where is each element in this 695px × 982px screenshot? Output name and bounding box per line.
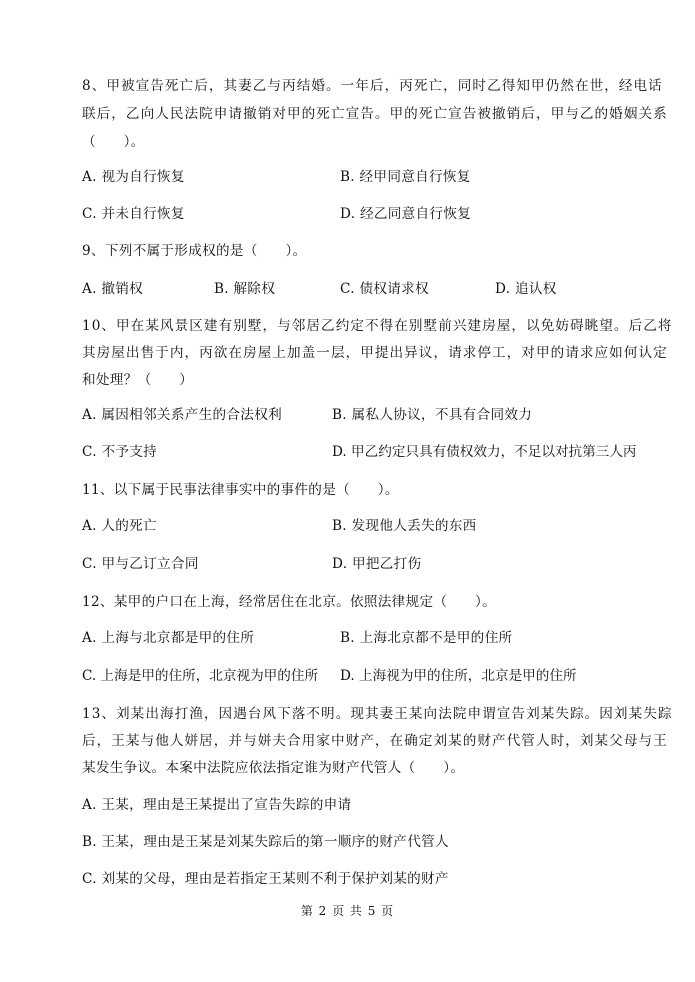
q11-option-a: A. 人的死亡 [82,518,157,534]
q12-option-c: C. 上海是甲的住所，北京视为甲的住所 [82,668,319,684]
q8-line-3: （ ）。 [82,134,145,150]
q9-option-d: D. 追认权 [495,281,557,297]
q12-line-1: 12、某甲的户口在上海，经常居住在北京。依照法律规定（ ）。 [82,594,497,610]
q11-line-1: 11、以下属于民事法律事实中的事件的是（ ）。 [82,482,399,498]
q10-option-a: A. 属因相邻关系产生的合法权利 [82,407,282,423]
q12-option-b: B. 上海北京都不是甲的住所 [340,630,513,646]
q10-line-2: 其房屋出售于内，丙欲在房屋上加盖一层，甲提出异议，请求停工，对甲的请求应如何认定 [82,345,668,361]
q9-line-1: 9、下列不属于形成权的是（ ）。 [82,243,307,259]
q8-option-b: B. 经甲同意自行恢复 [340,169,471,185]
q13-option-a: A. 王某，理由是王某提出了宣告失踪的申请 [82,797,352,813]
q8-line-2: 联后，乙向人民法院申请撤销对甲的死亡宣告。甲的死亡宣告被撤销后，甲与乙的婚姻关系 [82,106,668,122]
q9-option-c: C. 债权请求权 [340,281,429,297]
q9-option-b: B. 解除权 [214,281,276,297]
q8-option-c: C. 并未自行恢复 [82,206,185,222]
q10-line-1: 10、甲在某风景区建有别墅，与邻居乙约定不得在别墅前兴建房屋，以免妨碍眺望。后乙将 [82,318,673,334]
q10-line-3: 和处理？（ ） [82,372,194,388]
q13-line-2: 后，王某与他人姘居，并与姘夫合用家中财产，在确定刘某的财产代管人时，刘某父母与王 [82,733,668,749]
q10-option-d: D. 甲乙约定只具有债权效力，不足以对抗第三人丙 [332,444,637,460]
q8-option-a: A. 视为自行恢复 [82,169,185,185]
q13-option-b: B. 王某，理由是王某是刘某失踪后的第一顺序的财产代管人 [82,834,449,850]
page-number-footer: 第 2 页 共 5 页 [300,904,395,918]
q11-option-b: B. 发现他人丢失的东西 [332,518,477,534]
q12-option-d: D. 上海视为甲的住所，北京是甲的住所 [340,668,577,684]
q10-option-b: B. 属私人协议，不具有合同效力 [332,407,533,423]
q13-option-c: C. 刘某的父母，理由是若指定王某则不利于保护刘某的财产 [82,871,449,887]
q9-option-a: A. 撤销权 [82,281,144,297]
q13-line-3: 某发生争议。本案中法院应依法指定谁为财产代管人（ ）。 [82,760,465,776]
q11-option-c: C. 甲与乙订立合同 [82,556,199,572]
q13-line-1: 13、刘某出海打渔，因遇台风下落不明。现其妻王某向法院申谓宣告刘某失踪。因刘某失踪 [82,706,673,722]
q8-option-d: D. 经乙同意自行恢复 [340,206,472,222]
q10-option-c: C. 不予支持 [82,444,158,460]
q11-option-d: D. 甲把乙打伤 [332,556,422,572]
q8-line-1: 8、甲被宣告死亡后，其妻乙与丙结婚。一年后，丙死亡，同时乙得知甲仍然在世，经电话 [82,78,663,94]
q12-option-a: A. 上海与北京都是甲的住所 [82,630,255,646]
